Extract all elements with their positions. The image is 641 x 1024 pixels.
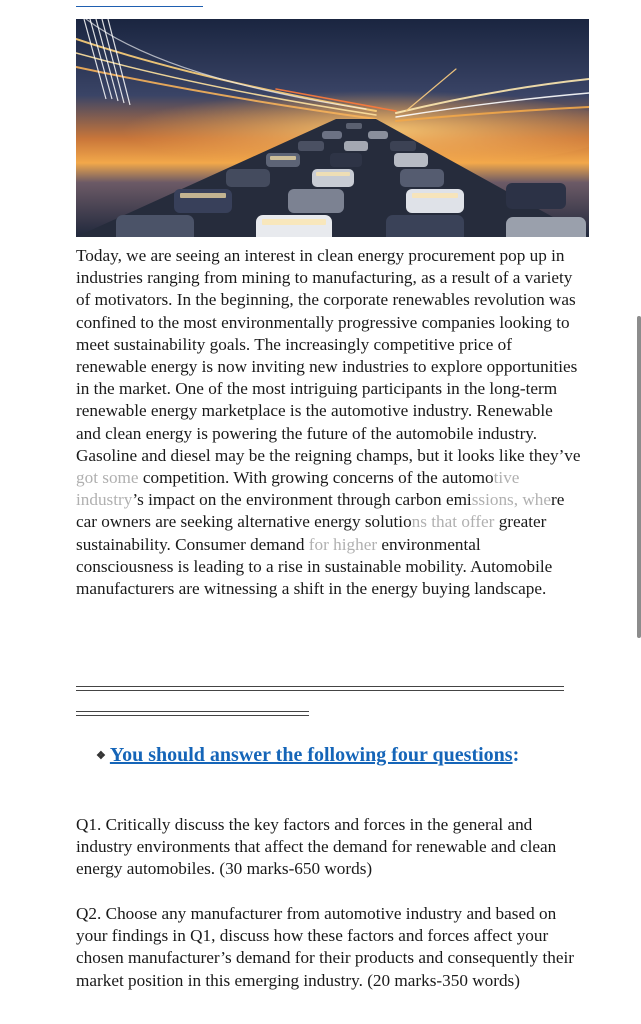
article-text-1: Today, we are seeing an interest in clean energy procurement pop up in industries ranging from mining to manufacturing, as a result of a variety of motivators. In the beginning, the corporate renewables revolution was confined to the most environmentally progressive companies looking to meet sustainability goals. The increasingly competitive price of renewable energy is now inviting new industries to explore opportunities in the market. One of the most intriguing participants in the long-term renewable energy marketplace is the automotive industry. Renewable and clean energy is powering the future of the automobile industry. Gasoline and diesel may be the reigning champs, but it looks like they’ve [76, 246, 581, 465]
question-1: Q1. Critically discuss the key factors and forces in the general and industry environments that affect the demand for renewable and clean energy automobiles. (30 marks-650 words) [76, 815, 557, 879]
article-paragraph [76, 245, 581, 600]
questions-link[interactable]: You should answer the following four questions [109, 744, 513, 766]
article-text-5: greater sustainability. Consumer demand [76, 512, 547, 554]
article-text-2: competition. With growing concerns of the automo [138, 468, 494, 488]
traffic-jam-image [76, 19, 589, 237]
article-text-3: ’s impact on the environment through carbon emi [132, 490, 472, 510]
article-text-faded-5: for higher [308, 534, 378, 554]
question-2: Q2. Choose any manufacturer from automotive industry and based on your findings in Q1, discuss how these factors and forces affect your chosen manufacturer’s demand for their products and consequently their market position in this emerging industry. (20 marks-350 words) [76, 904, 574, 990]
questions-colon: : [512, 744, 520, 766]
article-text-faded-4: ns that offer [411, 512, 495, 532]
article-text-6: environmental consciousness is leading to a rise in sustainable mobility. Automobile manufacturers are witnessing a shift in the energy buying landscape. [76, 534, 553, 599]
article-text-faded-1: got some [76, 468, 139, 488]
article-text-faded-2: tive industry [76, 468, 520, 510]
section-divider-long [76, 686, 564, 691]
top-divider [76, 6, 203, 7]
article-text-faded-3: ssions, whe [471, 490, 551, 510]
diamond-bullet-icon: ❖ [96, 750, 106, 762]
scrollbar-thumb[interactable] [637, 316, 641, 638]
article-text-4: re car owners are seeking alternative energy solutio [76, 490, 565, 532]
section-divider-short [76, 711, 309, 716]
questions-heading [96, 742, 519, 769]
